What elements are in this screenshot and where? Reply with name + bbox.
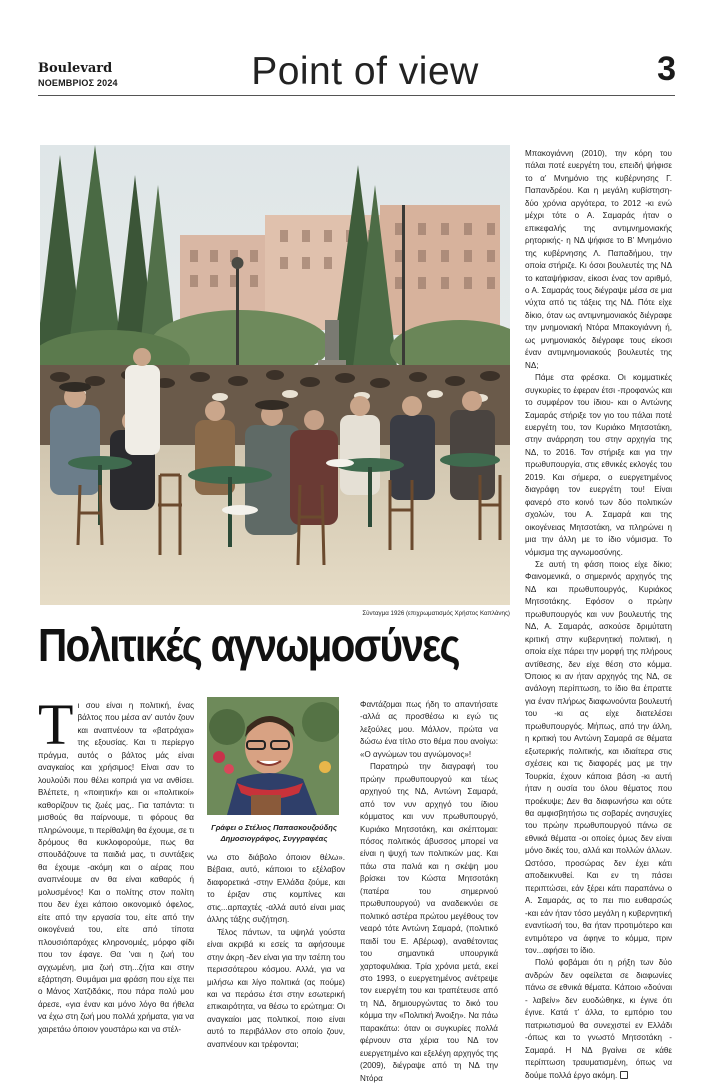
syntagma-1926-photo	[40, 145, 510, 605]
article-paragraph: Τέλος πάντων, τα υψηλά γούστα είναι ακριβά κι εσείς τα αφήσουμε στην άκρη -δεν είναι για την τσέπη του περισσότερου κόσμου. Αλλά, για να μιλήσω και λίγο πολιτικά (ας πούμε) και να περάσω έτσι στην εσωτερική επικαιρότητα, να θέσω το ερώτημα: Οι αναγκαίοι μας πολιτικοί, ποιο είναι αυτό το περιβάλλον στο οποίο ζουν, αναπνέουν και τρέφονται;	[207, 927, 345, 1049]
article-paragraph: ι σου είναι η πολιτική, ένας βάλτος που μέσα αν’ αυτόν ζουν και αναπνέουν τα «βατράχια» της εξουσίας. Και τι περίεργο πράγμα, αυτός ο βάλτος μάς είναι αναγκαίος και χρήσιμος! Είναι σαν το λουλούδι που θέλει κοπριά για να ανθίσει. Βλέπετε, η «ποιητική» και οι «πολιτικοί» καθορίζουν τις ζωές μας,. Για ταπάντα: τι μισθούς θα παίρνουμε, τι φόρους θα πληρώνουμε, τι περίθαλψη θα έχουμε, σε τι δρόμους θα κυκλοφορούμε, πως θα σπουδάζουνε τα παιδιά μας, τι συντάξεις θα έχουμε -ακόμη και ο αέρας που αναπνέουμε αν θα είναι καθαρός ή μολυσμένος! Και ο πολίτης στον πολίτη που δεν έχει κάποιο οικονομικό όφελος, είτε από την εργασία του, είτε από την οικογένειά του, είτε από τίποτα πλουσιόπαρόχες κληρονομιές, μόρφο φίδι που τον έφαγε. Θα ’ναι η ζωή του αγχωμένη, μια ζωή στη...ζήτα και στην εξάρτηση. Θυμάμαι μια φράση που είχε πει ο Μάνος Χατζιδάκις, που πάρα πολύ μου άρεσε, «για έναν και μόνο λόγο θα ήθελα να έχω στη ζωή μου πολλά χρήματα, για να χαιρετάω όποιον γουστάρω και να στέλ-	[38, 701, 194, 1034]
author-caption	[205, 823, 343, 844]
article-column-2	[207, 852, 345, 1051]
article-headline: Πολιτικές αγνωμοσύνες	[38, 619, 459, 671]
article-paragraph: Φαντάζομαι πως ήδη το απαντήσατε -αλλά ας προσθέσω κι εγώ τις λεξούλες μου. Μάλλον, πρώτα να δώσω ένα τίτλο στο θέμα που ανοίγω: «Ο αγνώμων του αγνώμονος»!	[360, 700, 498, 759]
header-rule	[38, 95, 675, 96]
drop-cap: Τ	[38, 692, 74, 757]
author-title: Δημοσιογράφος, Συγγραφέας	[220, 833, 328, 843]
photo-caption: Σύνταγμα 1926 (επιχρωματισμός Χρήστος Καπλάνης)	[362, 610, 510, 617]
page-number: 3	[657, 50, 676, 88]
article-column-1	[38, 692, 194, 1036]
author-photo	[207, 697, 339, 815]
end-mark-icon	[620, 1071, 628, 1079]
article-paragraph: νω στο διάβολο όποιον θέλω». Βέβαια, αυτό, κάποιοι το εξέλαβον διαφορετικά -στην Ελλάδα ζούμε, και το έριξαν στις κομπίνες και στις...αρπαχτές -αλλά αυτό είναι μιας άλλης τάξης συζήτηση.	[207, 853, 345, 925]
article-paragraph: Πάμε στα φρέσκα. Οι κομματικές συγκυρίες το έφεραν έτσι -προφανώς και το συμφέρον του ίδιου- και ο Αντώνης Σαμαράς στήριξε τον γιο του πάλαι ποτέ ευεργέτη του, τον Κυριάκο Μητσοτάκη, στην ανάρρηση του στην αρχηγία της ΝΔ, το 2016. Τον στήριξε και για την πρωθυπουργία, στις εθνικές εκλογές του 2019. Και σήμερα, ο ευεργετημένος διαγράφη τον ευεργέτη του! Είναι φανερό στο κοινό των δύο πολιτικών σχολών, του Α. Σαμαρά και της οικογένειας Μητσοτάκη, να πληρώνει η μια την άλλη με το ίδιο νόμισμα. Το νόμισμα της αγνωμοσύνης.	[525, 373, 672, 557]
article-paragraph: Μπακογιάννη (2010), την κόρη του πάλαι ποτέ ευεργέτη του, επειδή ψήφισε το α’ Μνημόνιο της κυβέρνησης Γ. Παπανδρέου. Και η μεγάλη κυβίστηση- δύο χρόνια αργότερα, το 2012 -κι ενώ μέχρι τότε ο Α. Σαμαράς ήταν ο επικεφαλής της αντιμνημονιακής ρητορικής- η ΝΔ ψήφισε το Β’ Μνημόνιο της κυβέρνησης Λ. Παπαδήμου, την οποία στήριζε. Κι όσοι βουλευτές της ΝΔ το καταψήφισαν, είκοσι ένας τον αριθμό, ο Α. Σαμαράς τους διέγραψε μέσα σε μια νύχτα από τις τάξεις της ΝΔ. Πότε είχε δίκιο, όταν ως αντιμνημονιακός διέγραφε την μνημονιακή Ντόρα Μπακογιάννη ή, ως μνημονιακός διέγραφε τους είκοσι έναν αντιμνημονιακούς βουλευτές της ΝΔ;	[525, 149, 672, 370]
article-paragraph	[525, 957, 672, 1082]
article-column-4	[525, 148, 672, 1082]
article-column-3	[360, 699, 498, 1085]
section-title: Point of view	[251, 50, 479, 93]
issue-date: ΝΟΕΜΒΡΙΟΣ 2024	[38, 78, 118, 88]
article-paragraph: Παρατηρώ την διαγραφή του πρώην πρωθυπουργού και τέως αρχηγού της ΝΔ, Αντώνη Σαμαρά, από τον νυν αρχηγό του ίδιου κόμματος και νυν πρωθυπουργό, Κυριάκο Μητσοτάκη, και σκέπτομαι: πόσος πολιτικός άβυσσος μπορεί να είναι η ψυχή των πολιτικών μας. Και πάω στα παλιά και η σκέψη μου βρίσκει τον Κώστα Μητσοτάκη (πατέρα του σημερινού πρωθυπουργού) να αναδεικνύει σε πολιτικό αστέρα πρώτου μεγέθους τον νεαρό τότε Αντώνη Σαμαρά, (πολιτικό παιδί του Ε. Αβέρωφ), αναθέτοντας του σημαντικά υπουργικά χαρτοφυλάκια. Τρία χρόνια μετά, εκεί στο 1993, ο ευεργετημένος ανέτρεψε τον ευεργέτη του και τραπέτευσε από τη ΝΔ, δημιουργώντας το δικό του κόμμα την «Πολιτική Άνοιξη». Να πάω παρακάτω: όταν οι συγκυρίες πολλά φέρνουν στα χέρια του ΝΔ τον ευεργετημένο και εξελέγη αρχηγός της (2009), διέγραψε από τη ΝΔ την Ντόρα	[360, 762, 498, 1083]
author-name: Γράφει ο Στέλιος Παπασκουζούδης	[211, 823, 337, 832]
article-paragraph: Σε αυτή τη φάση ποιος είχε δίκιο; Φαινομενικά, ο σημερινός αρχηγός της ΝΔ και πρωθυπουργός, Κυριάκος Μητσοτάκης. Εφόσον ο πρώην πρωθυπουργός και νυν βουλευτής της ΝΔ, Α. Σαμαράς, ασκούσε δριμύτατη κριτική στην κυβερνητική πολιτική, η οποία είχε πάρει την μορφή της πλήρους αντίθεσης, δεν είχε θέση στο κόμμα. Όποιος κι αν ήταν αρχηγός της ΝΔ, σε ανάλογη περίπτωση, το ίδιο θα έπραττε για έναν πλήρως διαφωνούντα βουλευτή του -κι ας είχε διατελέσει πρωθυπουργός. Μήπως, από την άλλη, η κριτική του Αντώνη Σαμαρά σε θέματα εξωτερικής πολιτικής, και ιδιαίτερα στις σχέσεις και τις διαφορές μας με την Τουρκία, έχουν κάποια βάση -κι αυτή ήταν η ουσία του όλου θέματος που προέκυψε; Δεν θα διαφωνήσω και ούτε θα αμφισβητήσω τις σοβαρές ανησυχίες του πρώην πρωθυπουργού πάνω σε εθνικά θέματα -οι οποίες όμως δεν είναι μόνο δικές του, αλλά και πολλών άλλων. Ωστόσο, προσώρας δεν έχει κάτι αποδεικνυθεί. Και εν τη πάσει περιπτώσει, εάν ξέρει κάτι παραπάνω ο Α. Σαμαράς, ας το πει πιο ευθαρσώς -και εάν ήταν τόσο μεγάλη η κυβερνητική εναντίωσή του, θα ήταν προτιμότερο και εντιμότερο να άφηνε το κόμμα, πριν τον...αφήσει το ίδιο.	[525, 559, 672, 955]
closing-paragraph-text: Πολύ φοβάμαι ότι η ρήξη των δύο ανδρών δεν οφείλεται σε διαφωνίες πάνω σε εθνικά θέματα. Κάποιο «δούναι - λαβείν» δεν ευοδώθηκε, κι έγινε ότι έγινε. Κατά τ’ άλλα, το εμπόριο του πατριωτισμού θα συνεχιστεί εν Ελλάδι -όπως και το γνωστό Μητσοτάκη - Σαμαρά. Η ΝΔ βγαίνει σε κάθε περίπτωση τραυματισμένη, όπως να δούμε πολλά έργο ακόμη.	[525, 958, 672, 1080]
brand-logo: Boulevard	[38, 61, 113, 76]
